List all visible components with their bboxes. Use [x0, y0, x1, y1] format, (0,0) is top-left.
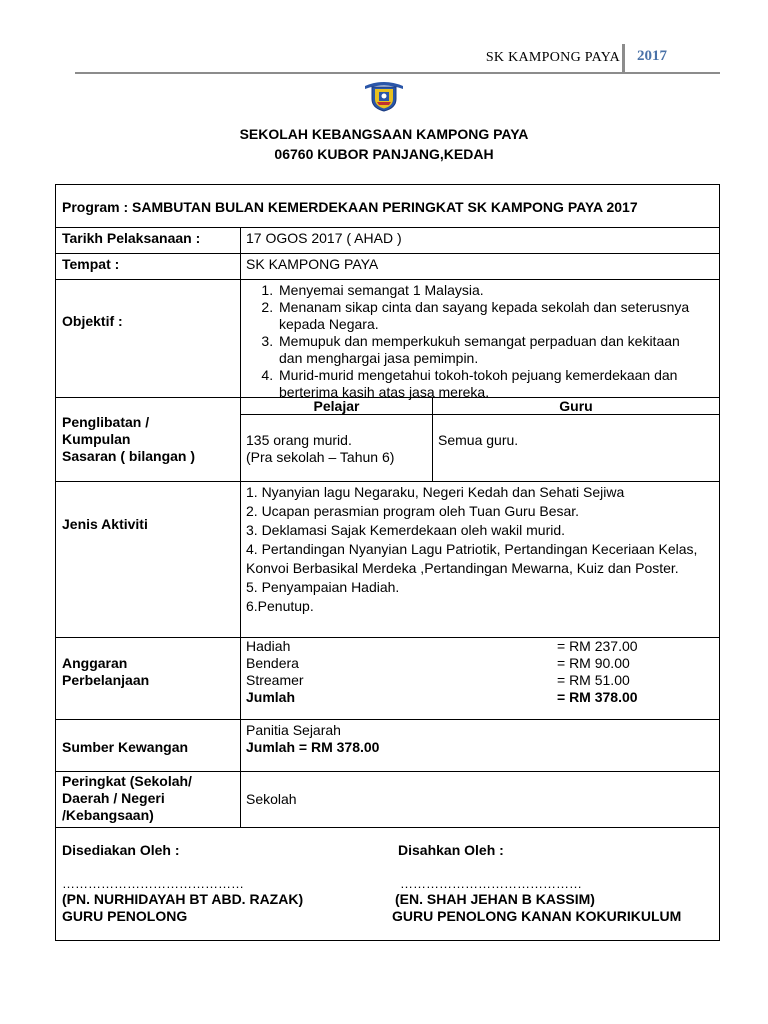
anggaran-item-name: Hadiah — [246, 638, 291, 654]
anggaran-item-amount: = RM 90.00 — [557, 655, 630, 671]
row-divider — [56, 771, 719, 772]
row-divider — [56, 253, 719, 254]
col-header-pelajar: Pelajar — [313, 398, 360, 414]
prepared-by-signature-line: …………………………………… — [62, 876, 244, 891]
objektif-label: Objektif : — [62, 313, 123, 329]
anggaran-item-amount: = RM 51.00 — [557, 672, 630, 688]
peringkat-value: Sekolah — [246, 791, 297, 807]
objektif-item: 1. Menyemai semangat 1 Malaysia. — [277, 282, 707, 299]
approved-by-position: GURU PENOLONG KANAN KOKURIKULUM — [392, 908, 682, 924]
row-divider — [56, 227, 719, 228]
peringkat-label: Peringkat (Sekolah/ — [62, 773, 192, 789]
aktiviti-list — [246, 483, 716, 616]
school-title: SEKOLAH KEBANGSAAN KAMPONG PAYA — [239, 126, 529, 142]
header-school-name: SK KAMPONG PAYA — [485, 50, 620, 65]
row-divider — [56, 827, 719, 828]
anggaran-item-name: Streamer — [246, 672, 304, 688]
penglibatan-label: Penglibatan / — [62, 414, 150, 430]
col-header-guru: Guru — [559, 398, 593, 414]
column-divider — [240, 227, 241, 827]
objektif-item: 3. Memupuk dan memperkukuh semangat perpaduan dan kekitaan dan menghargai jasa pemimpin. — [277, 333, 707, 367]
program-form — [55, 184, 720, 941]
sumber-source: Panitia Sejarah — [246, 722, 341, 738]
penglibatan-label: Kumpulan — [62, 431, 131, 447]
prepared-by-position: GURU PENOLONG — [62, 908, 188, 924]
row-divider — [56, 719, 719, 720]
guru-value: Semua guru. — [438, 432, 519, 448]
prepared-by-label: Disediakan Oleh : — [62, 842, 180, 858]
approved-by-signature-line: …………………………………… — [400, 876, 582, 891]
anggaran-label: Anggaran — [62, 655, 128, 671]
sumber-total: Jumlah = RM 378.00 — [246, 739, 380, 755]
program-title: Program : SAMBUTAN BULAN KEMERDEKAAN PERINGKAT SK KAMPONG PAYA 2017 — [62, 199, 638, 215]
tempat-label: Tempat : — [62, 256, 120, 272]
row-divider — [56, 481, 719, 482]
prepared-by-name: (PN. NURHIDAYAH BT ABD. RAZAK) — [62, 891, 304, 907]
pelajar-range: (Pra sekolah – Tahun 6) — [246, 449, 395, 465]
aktiviti-item: 1. Nyanyian lagu Negaraku, Negeri Kedah dan Sehati Sejiwa — [246, 484, 625, 500]
objektif-item: 4. Murid-murid mengetahui tokoh-tokoh pejuang kemerdekaan dan berterima kasih atas jasa mereka. — [277, 367, 707, 401]
tarikh-value: 17 OGOS 2017 ( AHAD ) — [246, 230, 402, 246]
anggaran-total-name: Jumlah — [246, 689, 296, 705]
objektif-item: 2. Menanam sikap cinta dan sayang kepada sekolah dan seterusnya kepada Negara. — [277, 299, 707, 333]
school-crest-icon — [363, 80, 405, 112]
school-address: 06760 KUBOR PANJANG,KEDAH — [274, 146, 494, 162]
aktiviti-item: 5. Penyampaian Hadiah. — [246, 579, 400, 595]
page-header — [75, 44, 720, 74]
sumber-label: Sumber Kewangan — [62, 739, 189, 755]
peringkat-label: /Kebangsaan) — [62, 807, 154, 823]
aktiviti-item: 3. Deklamasi Sajak Kemerdekaan oleh wakil murid. — [246, 522, 566, 538]
aktiviti-item: 4. Pertandingan Nyanyian Lagu Patriotik, Pertandingan Keceriaan Kelas, Konvoi Berbasikal Merdeka ,Pertandingan Mewarna, Kuiz dan Poster. — [246, 541, 698, 576]
approved-by-label: Disahkan Oleh : — [398, 842, 504, 858]
anggaran-total-amount: = RM 378.00 — [557, 689, 638, 705]
header-year: 2017 — [637, 48, 667, 64]
aktiviti-item: 2. Ucapan perasmian program oleh Tuan Guru Besar. — [246, 503, 580, 519]
objektif-list — [245, 282, 707, 401]
anggaran-item-name: Bendera — [246, 655, 299, 671]
tempat-value: SK KAMPONG PAYA — [246, 256, 379, 272]
row-divider — [56, 279, 719, 280]
anggaran-label: Perbelanjaan — [62, 672, 150, 688]
anggaran-item-amount: = RM 237.00 — [557, 638, 638, 654]
penglibatan-label: Sasaran ( bilangan ) — [62, 448, 196, 464]
header-divider — [622, 44, 625, 72]
pelajar-count: 135 orang murid. — [246, 432, 352, 448]
tarikh-label: Tarikh Pelaksanaan : — [62, 230, 201, 246]
aktiviti-item: 6.Penutup. — [246, 598, 314, 614]
aktiviti-label: Jenis Aktiviti — [62, 516, 148, 532]
approved-by-name: (EN. SHAH JEHAN B KASSIM) — [395, 891, 595, 907]
peringkat-label: Daerah / Negeri — [62, 790, 165, 806]
